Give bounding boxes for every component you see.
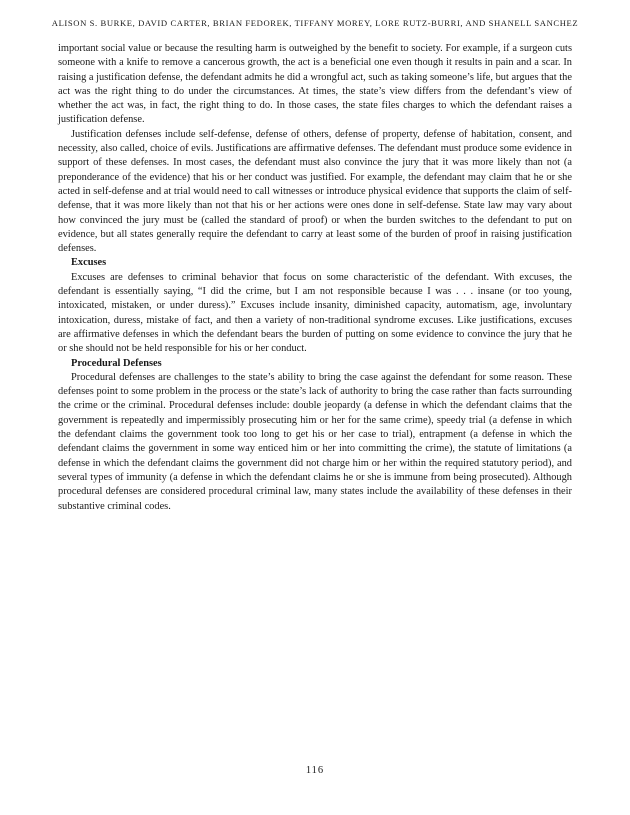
body-text [58,42,572,514]
paragraph-excuses: Excuses are defenses to criminal behavior that focus on some characteristic of the defendant. With excuses, the defendant is essentially saying, “I did the crime, but I am not responsible because I was . . . insane (or too young, intoxicated, mistaken, or under duress).” Excuses include insanity, diminished capacity, automatism, age, involuntary intoxication, duress, mistake of fact, and then a variety of non-traditional syndrome excuses. Like justifications, excuses are affirmative defenses in which the defendant bears the burden of putting on some evidence to convince the jury that he or she should not be held responsible for his or her conduct. [58,271,572,355]
page-number: 116 [305,765,325,776]
heading-excuses: Excuses [71,257,107,269]
paragraph-justification-defenses: Justification defenses include self-defense, defense of others, defense of property, defense of habitation, consent, and necessity, also called, choice of evils. Justifications are affirmative defenses. The defendant must produce some evidence in support of these defenses. In most cases, the defendant must also convince the jury that it was more likely than not (a preponderance of the evidence) that his or her conduct was justified. For example, the defendant may claim that he or she acted in self-defense and at trial would need to call witnesses or introduce physical evidence that supports the claim of self-defense, that it was more likely than not that his or her actions were ones done in self-defense. State law may vary about how convinced the jury must be (called the standard of proof) or when the burden switches to the defendant to put on evidence, but all states generally require the defendant to carry at least some of the burden of proof in raising justification defenses. [58,128,572,255]
paragraph-justification-intro: important social value or because the resulting harm is outweighed by the benefit to society. For example, if a surgeon cuts someone with a knife to remove a cancerous growth, the act is a beneficial one even though it results in pain and a scar. In raising a justification defense, the defendant admits he did a wrongful act, such as taking someone’s life, but argues that the act was the right thing to do under the circumstances. At times, the state’s view differs from the defendant’s view of whether the act was, in fact, the right thing to do. In those cases, the state files charges to which the defendant raises a justification defense. [58,43,572,126]
running-header: ALISON S. BURKE, DAVID CARTER, BRIAN FEDOREK, TIFFANY MOREY, LORE RUTZ-BURRI, AND SHANELL SANCHEZ [51,18,579,28]
paragraph-procedural-defenses: Procedural defenses are challenges to the state’s ability to bring the case against the defendant for some reason. These defenses point to some problem in the process or the state’s lack of authority to bring the case rather than facts surrounding the crime or the criminal. Procedural defenses include: double jeopardy (a defense in which the defendant claims that the government is repeatedly and impermissibly prosecuting him or her for the same crime), speedy trial (a defense in which the defendant claims the government took too long to get his or her case to trial), entrapment (a defense in which the defendant claims the government in some way enticed him or her into committing the crime), the statute of limitations (a defense in which the defendant claims the government did not charge him or her within the required statutory period), and several types of immunity (a defense in which the defendant claims he or she is immune from being prosecuted). Although procedural defenses are considered procedural criminal law, many states include the availability of these defenses in their substantive criminal codes. [58,371,572,512]
heading-procedural-defenses: Procedural Defenses [71,357,162,369]
